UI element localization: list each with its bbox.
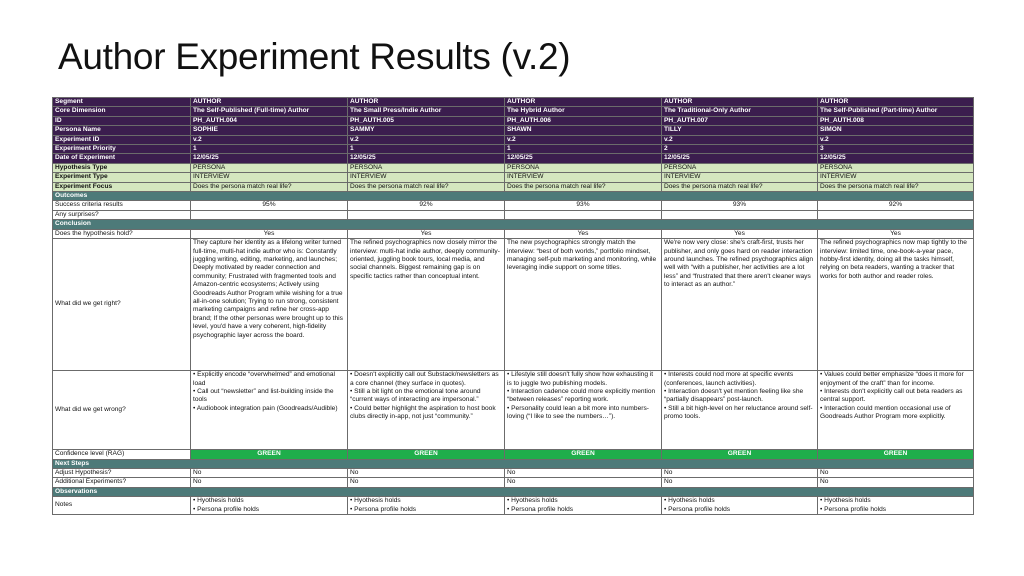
cell-date: 12/05/25 <box>818 154 974 163</box>
cell-id: PH_AUTH.006 <box>505 116 662 125</box>
cell-line: • Interests don't explicitly call out beta readers as central support. <box>820 387 963 404</box>
cell-line: • Could better highlight the aspiration to host book clubs directly in-app, not just “community.” <box>350 404 496 421</box>
cell-line: • Persona profile holds <box>193 505 260 513</box>
cell-holds: Yes <box>818 229 974 238</box>
cell-name: SAMMY <box>348 126 505 135</box>
cell-name: SOPHIE <box>191 126 348 135</box>
cell-segment: AUTHOR <box>662 98 818 107</box>
cell-experiment_type: INTERVIEW <box>662 173 818 182</box>
cell-rag: GREEN <box>191 450 348 459</box>
row-date-of-experiment <box>53 154 974 163</box>
cell-surprises <box>505 210 662 219</box>
cell-line: • Interaction cadence could more explicitly mention “between releases” reporting work. <box>507 387 656 404</box>
cell-surprises <box>818 210 974 219</box>
row-label: Experiment Type <box>53 173 191 182</box>
cell-line: • Hyothesis holds <box>507 497 558 505</box>
cell-line: The new psychographics strongly match the interview: “best of both worlds,” portfolio mindset, managing self-pub marketing and monitoring, while leveraging indie support on some titles. <box>507 239 657 272</box>
cell-wrong <box>348 371 505 450</box>
cell-line: • Hyothesis holds <box>664 497 715 505</box>
cell-line: • Explicitly encode “overwhelmed” and emotional load <box>193 371 335 387</box>
cell-date: 12/05/25 <box>505 154 662 163</box>
cell-notes <box>191 497 348 515</box>
row-label: Adjust Hypothesis? <box>53 468 191 477</box>
row-adjust-hypothesis <box>53 468 974 477</box>
row-surprises <box>53 210 974 219</box>
cell-experiment_type: INTERVIEW <box>818 173 974 182</box>
cell-success: 93% <box>505 201 662 210</box>
cell-adjust: No <box>505 468 662 477</box>
cell-line: • Persona profile holds <box>350 505 417 513</box>
cell-segment: AUTHOR <box>348 98 505 107</box>
cell-experiment_id: v.2 <box>818 135 974 144</box>
cell-additional: No <box>662 478 818 487</box>
cell-hypothesis_type: PERSONA <box>191 163 348 172</box>
cell-id: PH_AUTH.008 <box>818 116 974 125</box>
cell-id: PH_AUTH.007 <box>662 116 818 125</box>
cell-notes <box>818 497 974 515</box>
cell-line: • Personality could lean a bit more into numbers-loving (“I like to see the numbers…”). <box>507 404 649 421</box>
cell-wrong <box>505 371 662 450</box>
section-observations <box>53 487 974 496</box>
cell-line: • Values could better emphasize “does it more for enjoyment of the craft” than for income. <box>820 371 964 387</box>
cell-line: • Hyothesis holds <box>193 497 244 505</box>
cell-holds: Yes <box>662 229 818 238</box>
cell-line: • Interaction could mention occasional use of Goodreads Author Program more explicitly. <box>820 404 951 421</box>
cell-line: • Persona profile holds <box>507 505 574 513</box>
cell-focus: Does the persona match real life? <box>348 182 505 191</box>
cell-additional: No <box>191 478 348 487</box>
cell-date: 12/05/25 <box>191 154 348 163</box>
cell-experiment_id: v.2 <box>191 135 348 144</box>
row-segment <box>53 98 974 107</box>
cell-experiment_type: INTERVIEW <box>191 173 348 182</box>
row-additional-experiments <box>53 478 974 487</box>
cell-holds: Yes <box>348 229 505 238</box>
section-next-steps <box>53 459 974 468</box>
cell-hypothesis_type: PERSONA <box>505 163 662 172</box>
cell-additional: No <box>818 478 974 487</box>
cell-segment: AUTHOR <box>191 98 348 107</box>
row-label: Does the hypothesis hold? <box>53 229 191 238</box>
cell-additional: No <box>505 478 662 487</box>
row-label: Any surprises? <box>53 210 191 219</box>
cell-line: • Doesn't explicitly call out Substack/newsletters as a core channel (they surface in quotes). <box>350 371 499 387</box>
cell-priority: 1 <box>505 145 662 154</box>
cell-right <box>662 239 818 371</box>
row-label: Notes <box>53 497 191 515</box>
cell-adjust: No <box>191 468 348 477</box>
cell-rag: GREEN <box>662 450 818 459</box>
row-label: Experiment Priority <box>53 145 191 154</box>
cell-right <box>818 239 974 371</box>
row-label: Confidence level (RAG) <box>53 450 191 459</box>
row-label: Core Dimension <box>53 107 191 116</box>
cell-segment: AUTHOR <box>505 98 662 107</box>
cell-line: • Still a bit light on the emotional tone around “current ways of interacting are impersonal.” <box>350 387 481 404</box>
row-confidence <box>53 450 974 459</box>
row-hypothesis-type <box>53 163 974 172</box>
row-experiment-focus <box>53 182 974 191</box>
row-label: Segment <box>53 98 191 107</box>
cell-line: • Hyothesis holds <box>350 497 401 505</box>
cell-success: 92% <box>348 201 505 210</box>
cell-priority: 3 <box>818 145 974 154</box>
cell-notes <box>662 497 818 515</box>
cell-right <box>505 239 662 371</box>
cell-line: They capture her identity as a lifelong writer turned full-time, multi-hat indie author who is: Constantly juggling writing, editing, marketing, and launches; Deeply motivated by reader connection and community; Frustrated with fragmented tools and Amazon-centric ecosystems; Actively using Goodreads Author Program while wishing for a true all-in-one solution; Trying to run strong, consistent marketing campaigns and refine her cross-app brand; If the other personas were brought up to this level, you'd have a very coherent, high-fidelity psychographic layer across the board. <box>193 239 343 339</box>
cell-priority: 2 <box>662 145 818 154</box>
cell-wrong <box>662 371 818 450</box>
cell-surprises <box>348 210 505 219</box>
cell-priority: 1 <box>191 145 348 154</box>
cell-line: • Call out “newsletter” and list-building inside the tools <box>193 387 334 404</box>
row-core-dimension <box>53 107 974 116</box>
cell-hypothesis_type: PERSONA <box>662 163 818 172</box>
cell-line: We're now very close: she's craft-first, trusts her publisher, and only goes hard on reader interaction around launches. The refined psychographics align well with “with a publisher, her activities are a lot less” and “frustrated that there aren't cleaner ways to interact as an author.” <box>664 239 814 289</box>
cell-adjust: No <box>348 468 505 477</box>
cell-surprises <box>662 210 818 219</box>
cell-id: PH_AUTH.005 <box>348 116 505 125</box>
cell-line: The refined psychographics now closely mirror the interview: multi-hat indie author, deeply community-oriented, juggling book tours, local media, and social channels. Biggest remaining gap is on specific tactics rather than conceptual intent. <box>350 239 500 280</box>
cell-experiment_type: INTERVIEW <box>348 173 505 182</box>
cell-success: 95% <box>191 201 348 210</box>
row-what-wrong <box>53 371 974 450</box>
row-label: Experiment ID <box>53 135 191 144</box>
cell-notes <box>348 497 505 515</box>
row-success-criteria <box>53 201 974 210</box>
row-persona-name <box>53 126 974 135</box>
row-label: Success criteria results <box>53 201 191 210</box>
cell-success: 93% <box>662 201 818 210</box>
row-experiment-priority <box>53 145 974 154</box>
cell-core_dimension: The Self-Published (Part-time) Author <box>818 107 974 116</box>
row-experiment-type <box>53 173 974 182</box>
cell-adjust: No <box>818 468 974 477</box>
row-label: Experiment Focus <box>53 182 191 191</box>
cell-success: 92% <box>818 201 974 210</box>
cell-rag: GREEN <box>505 450 662 459</box>
cell-priority: 1 <box>348 145 505 154</box>
cell-date: 12/05/25 <box>662 154 818 163</box>
section-header: Outcomes <box>53 192 974 201</box>
cell-line: • Persona profile holds <box>820 505 887 513</box>
cell-right <box>191 239 348 371</box>
cell-date: 12/05/25 <box>348 154 505 163</box>
cell-rag: GREEN <box>348 450 505 459</box>
cell-additional: No <box>348 478 505 487</box>
row-label: Persona Name <box>53 126 191 135</box>
cell-right <box>348 239 505 371</box>
cell-experiment_id: v.2 <box>348 135 505 144</box>
cell-line: • Hyothesis holds <box>820 497 871 505</box>
cell-notes <box>505 497 662 515</box>
cell-line: • Lifestyle still doesn't fully show how exhausting it is to juggle two publishing models. <box>507 371 654 387</box>
cell-line: • Still a bit high-level on her reluctance around self-promo tools. <box>664 404 813 421</box>
cell-focus: Does the persona match real life? <box>818 182 974 191</box>
cell-line: The refined psychographics now map tightly to the interview: limited time, one-book-a-year pace, hobby-first identity, doing all the tasks himself, relying on beta readers, wanting a tracker that works for both author and reader roles. <box>820 239 967 280</box>
row-hypothesis-hold <box>53 229 974 238</box>
row-label: Date of Experiment <box>53 154 191 163</box>
cell-focus: Does the persona match real life? <box>191 182 348 191</box>
cell-core_dimension: The Self-Published (Full-time) Author <box>191 107 348 116</box>
cell-holds: Yes <box>505 229 662 238</box>
section-outcomes <box>53 192 974 201</box>
cell-line: • Interests could nod more at specific events (conferences, launch activities). <box>664 371 794 387</box>
cell-focus: Does the persona match real life? <box>505 182 662 191</box>
cell-core_dimension: The Small Press/Indie Author <box>348 107 505 116</box>
cell-experiment_id: v.2 <box>505 135 662 144</box>
cell-wrong <box>191 371 348 450</box>
cell-segment: AUTHOR <box>818 98 974 107</box>
cell-core_dimension: The Hybrid Author <box>505 107 662 116</box>
cell-hypothesis_type: PERSONA <box>348 163 505 172</box>
row-label: ID <box>53 116 191 125</box>
cell-name: TILLY <box>662 126 818 135</box>
cell-experiment_type: INTERVIEW <box>505 173 662 182</box>
section-header: Next Steps <box>53 459 974 468</box>
table-body <box>53 98 974 515</box>
row-notes <box>53 497 974 515</box>
cell-holds: Yes <box>191 229 348 238</box>
row-id <box>53 116 974 125</box>
row-what-right <box>53 239 974 371</box>
section-conclusion <box>53 220 974 229</box>
row-experiment-id <box>53 135 974 144</box>
section-header: Observations <box>53 487 974 496</box>
row-label: Additional Experiments? <box>53 478 191 487</box>
cell-id: PH_AUTH.004 <box>191 116 348 125</box>
cell-core_dimension: The Traditional-Only Author <box>662 107 818 116</box>
experiment-results-table <box>52 97 974 515</box>
section-header: Conclusion <box>53 220 974 229</box>
cell-line: • Interaction doesn't yet mention feeling like she “partially disappears” post-launch. <box>664 387 804 404</box>
cell-experiment_id: v.2 <box>662 135 818 144</box>
row-label: What did we get wrong? <box>53 371 191 450</box>
row-label: What did we get right? <box>53 239 191 371</box>
row-label: Hypothesis Type <box>53 163 191 172</box>
cell-line: • Audiobook integration pain (Goodreads/Audible) <box>193 404 338 412</box>
cell-wrong <box>818 371 974 450</box>
page-title: Author Experiment Results (v.2) <box>58 36 571 77</box>
cell-rag: GREEN <box>818 450 974 459</box>
cell-name: SHAWN <box>505 126 662 135</box>
cell-hypothesis_type: PERSONA <box>818 163 974 172</box>
cell-adjust: No <box>662 468 818 477</box>
cell-line: • Persona profile holds <box>664 505 731 513</box>
cell-surprises <box>191 210 348 219</box>
cell-name: SIMON <box>818 126 974 135</box>
cell-focus: Does the persona match real life? <box>662 182 818 191</box>
